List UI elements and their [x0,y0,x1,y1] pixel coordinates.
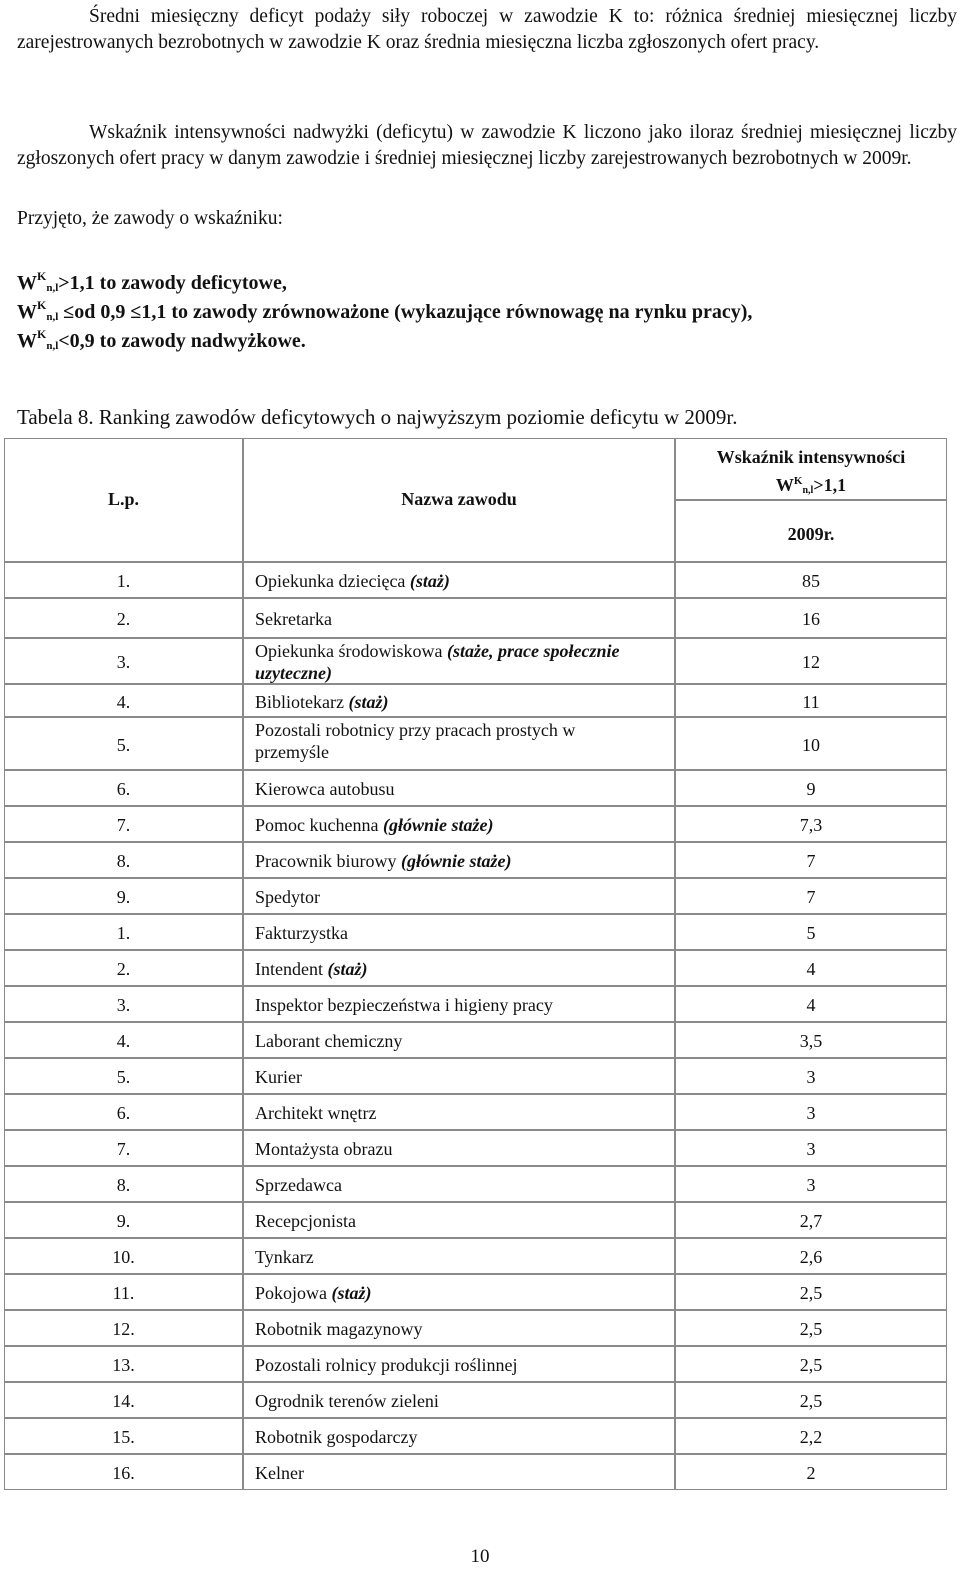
row-name [255,1174,645,1196]
row-lp: 6. [116,779,131,799]
cell-lp [4,1166,243,1202]
formula-deficit: $W^K_{n,l}>1,1$ to zawody deficytowe, [17,269,287,294]
row-lp: 13. [112,1355,135,1375]
cell-lp [4,562,243,598]
cell-lp [4,770,243,806]
cell-lp [4,914,243,950]
cell-value [675,1274,947,1310]
row-name [255,1282,645,1304]
cell-lp [4,598,243,638]
row-name-text: Sprzedawca [255,1175,342,1195]
row-name-text: Pozostali robotnicy przy pracach prostych w przemyśle [255,720,576,762]
row-value: 9 [806,779,816,799]
cell-name [243,806,675,842]
paragraph-index-definition: Wskaźnik intensywności nadwyżki (deficytu) w zawodzie K liczono jako iloraz średniej miesięcznej liczby zgłoszonych ofert pracy w danym zawodzie i średniej miesięcznej liczby zarejestrowanych bezrobotnych w 2009r. [17,122,957,169]
cell-name [243,950,675,986]
row-value: 3 [806,1103,816,1123]
cell-name [243,1418,675,1454]
cell-value [675,598,947,638]
cell-lp [4,1418,243,1454]
row-name [255,1246,645,1268]
cell-value [675,878,947,914]
header-name: Nazwa zawodu [401,489,517,509]
row-name [255,886,645,908]
cell-lp [4,1058,243,1094]
cell-name [243,1238,675,1274]
header-index-formula: $W^K_{n,l}>1,1$ [775,475,847,496]
cell-name [243,1022,675,1058]
cell-value [675,1202,947,1238]
row-value: 5 [806,923,816,943]
cell-lp [4,1274,243,1310]
row-name-text: Pozostali rolnicy produkcji roślinnej [255,1355,518,1375]
table-caption: Tabela 8. Ranking zawodów deficytowych o najwyższym poziomie deficytu w 2009r. [17,405,738,429]
row-lp: 1. [116,923,131,943]
row-value: 16 [802,609,820,629]
row-name [255,1462,645,1484]
row-lp: 4. [116,692,131,712]
formula-surplus: $W^K_{n,l}<0,9$ to zawody nadwyżkowe. [17,327,306,352]
row-lp: 7. [116,1139,131,1159]
row-lp: 16. [112,1463,135,1483]
row-lp: 2. [116,959,131,979]
row-name-text: Laborant chemiczny [255,1031,403,1051]
cell-name [243,1346,675,1382]
cell-value [675,1454,947,1490]
row-name [255,640,645,684]
cell-name [243,986,675,1022]
row-note: (staż) [327,959,368,979]
header-index: Wskaźnik intensywności [716,447,906,467]
cell-value [675,638,947,684]
row-name-text: Pomoc kuchenna [255,815,379,835]
row-name-text: Tynkarz [255,1247,314,1267]
row-value: 2 [806,1463,816,1483]
row-name-text: Opiekunka środowiskowa [255,641,443,661]
row-name-text: Bibliotekarz [255,692,344,712]
cell-value [675,1022,947,1058]
row-name-text: Ogrodnik terenów zieleni [255,1391,439,1411]
row-lp: 4. [116,1031,131,1051]
cell-name [243,842,675,878]
row-value: 3,5 [799,1031,823,1051]
row-name [255,994,645,1016]
row-name-text: Fakturzystka [255,923,348,943]
cell-value [675,1058,947,1094]
row-value: 2,7 [799,1211,823,1231]
paragraph-deficit-definition: Średni miesięczny deficyt podaży siły roboczej w zawodzie K to: różnica średniej miesięcznej liczby zarejestrowanych bezrobotnych w zawodzie K oraz średnia miesięczna liczba zgłoszonych ofert pracy. [17,6,957,53]
row-name [255,608,645,630]
cell-value [675,842,947,878]
row-name-text: Inspektor bezpieczeństwa i higieny pracy [255,995,553,1015]
row-lp: 7. [116,815,131,835]
cell-name [243,1382,675,1418]
cell-lp [4,806,243,842]
cell-lp [4,717,243,770]
cell-value [675,986,947,1022]
cell-name [243,914,675,950]
row-value: 7 [806,851,816,871]
row-value: 11 [802,692,820,712]
row-name [255,570,645,592]
cell-value [675,1310,947,1346]
row-lp: 9. [116,1211,131,1231]
cell-lp [4,986,243,1022]
row-value: 3 [806,1139,816,1159]
cell-value [675,684,947,717]
row-name [255,1066,645,1088]
paragraph-assumption: Przyjęto, że zawody o wskaźniku: [17,208,283,229]
cell-lp [4,1022,243,1058]
row-lp: 10. [112,1247,135,1267]
row-note: (głównie staże) [400,851,512,871]
row-lp: 8. [116,851,131,871]
cell-lp [4,1454,243,1490]
row-name-text: Pracownik biurowy [255,851,397,871]
row-name [255,691,645,713]
cell-lp [4,638,243,684]
row-name-text: Opiekunka dziecięca [255,571,406,591]
row-note: (staż) [348,692,389,712]
row-name [255,1138,645,1160]
row-note: (głównie staże) [382,815,494,835]
row-lp: 14. [112,1391,135,1411]
cell-lp [4,1094,243,1130]
row-lp: 8. [116,1175,131,1195]
row-name [255,850,645,872]
cell-name [243,598,675,638]
cell-value [675,1166,947,1202]
cell-lp [4,684,243,717]
row-value: 10 [802,735,820,755]
row-name [255,1210,645,1232]
row-lp: 15. [112,1427,135,1447]
row-lp: 3. [116,652,131,672]
cell-lp [4,1238,243,1274]
row-value: 12 [802,652,820,672]
cell-name [243,1310,675,1346]
cell-value [675,1094,947,1130]
row-name [255,1102,645,1124]
row-value: 2,6 [799,1247,823,1267]
header-cell-index [675,438,947,500]
cell-value [675,1418,947,1454]
cell-name [243,1454,675,1490]
row-lp: 2. [116,609,131,629]
row-name [255,1318,645,1340]
row-name-text: Montażysta obrazu [255,1139,393,1159]
header-cell-lp [4,438,243,562]
row-value: 4 [806,959,816,979]
cell-lp [4,878,243,914]
row-name [255,778,645,800]
row-value: 2,2 [799,1427,823,1447]
cell-name [243,1202,675,1238]
row-name [255,719,645,763]
header-cell-year [675,500,947,562]
row-name-text: Kurier [255,1067,302,1087]
row-name-text: Robotnik magazynowy [255,1319,423,1339]
row-note: (staż) [409,571,450,591]
cell-name [243,1130,675,1166]
row-name [255,1390,645,1412]
row-lp: 1. [116,571,131,591]
cell-lp [4,842,243,878]
cell-value [675,806,947,842]
cell-value [675,914,947,950]
row-value: 2,5 [799,1319,823,1339]
row-value: 3 [806,1175,816,1195]
cell-lp [4,1346,243,1382]
cell-lp [4,1202,243,1238]
row-name [255,1426,645,1448]
cell-lp [4,1130,243,1166]
cell-name [243,1274,675,1310]
cell-value [675,1346,947,1382]
row-lp: 9. [116,887,131,907]
row-value: 3 [806,1067,816,1087]
row-lp: 5. [116,1067,131,1087]
page-number: 10 [470,1546,490,1567]
cell-name [243,717,675,770]
cell-value [675,717,947,770]
header-year: 2009r. [787,524,835,544]
cell-lp [4,950,243,986]
cell-name [243,1058,675,1094]
row-name-text: Recepcjonista [255,1211,356,1231]
cell-value [675,1238,947,1274]
row-value: 2,5 [799,1283,823,1303]
row-name [255,958,645,980]
row-name-text: Robotnik gospodarczy [255,1427,418,1447]
row-name-text: Spedytor [255,887,320,907]
row-name [255,1354,645,1376]
row-name [255,814,645,836]
row-value: 2,5 [799,1355,823,1375]
row-value: 85 [802,571,820,591]
row-value: 4 [806,995,816,1015]
formula-balanced: $W^K_{n,l} \le od$ 0,9 ≤1,1 to zawody zrównoważone (wykazujące równowagę na rynku pracy), [17,298,753,323]
cell-value [675,1130,947,1166]
row-value: 7,3 [799,815,823,835]
row-name [255,922,645,944]
row-name-text: Kelner [255,1463,304,1483]
cell-name [243,1166,675,1202]
cell-value [675,562,947,598]
cell-value [675,1382,947,1418]
row-name-text: Architekt wnętrz [255,1103,377,1123]
row-value: 7 [806,887,816,907]
row-name [255,1030,645,1052]
cell-lp [4,1310,243,1346]
row-lp: 6. [116,1103,131,1123]
row-note: (staże, prace społecznie uzyteczne) [255,641,620,683]
header-cell-name [243,438,675,562]
cell-value [675,770,947,806]
cell-name [243,878,675,914]
row-lp: 12. [112,1319,135,1339]
cell-name [243,684,675,717]
row-name-text: Sekretarka [255,609,332,629]
row-name-text: Pokojowa [255,1283,327,1303]
cell-lp [4,1382,243,1418]
cell-value [675,950,947,986]
row-lp: 3. [116,995,131,1015]
row-lp: 11. [112,1283,135,1303]
row-lp: 5. [116,735,131,755]
cell-name [243,638,675,684]
row-name-text: Intendent [255,959,323,979]
cell-name [243,1094,675,1130]
row-value: 2,5 [799,1391,823,1411]
cell-name [243,562,675,598]
cell-name [243,770,675,806]
row-note: (staż) [331,1283,372,1303]
row-name-text: Kierowca autobusu [255,779,395,799]
header-lp: L.p. [107,489,140,509]
